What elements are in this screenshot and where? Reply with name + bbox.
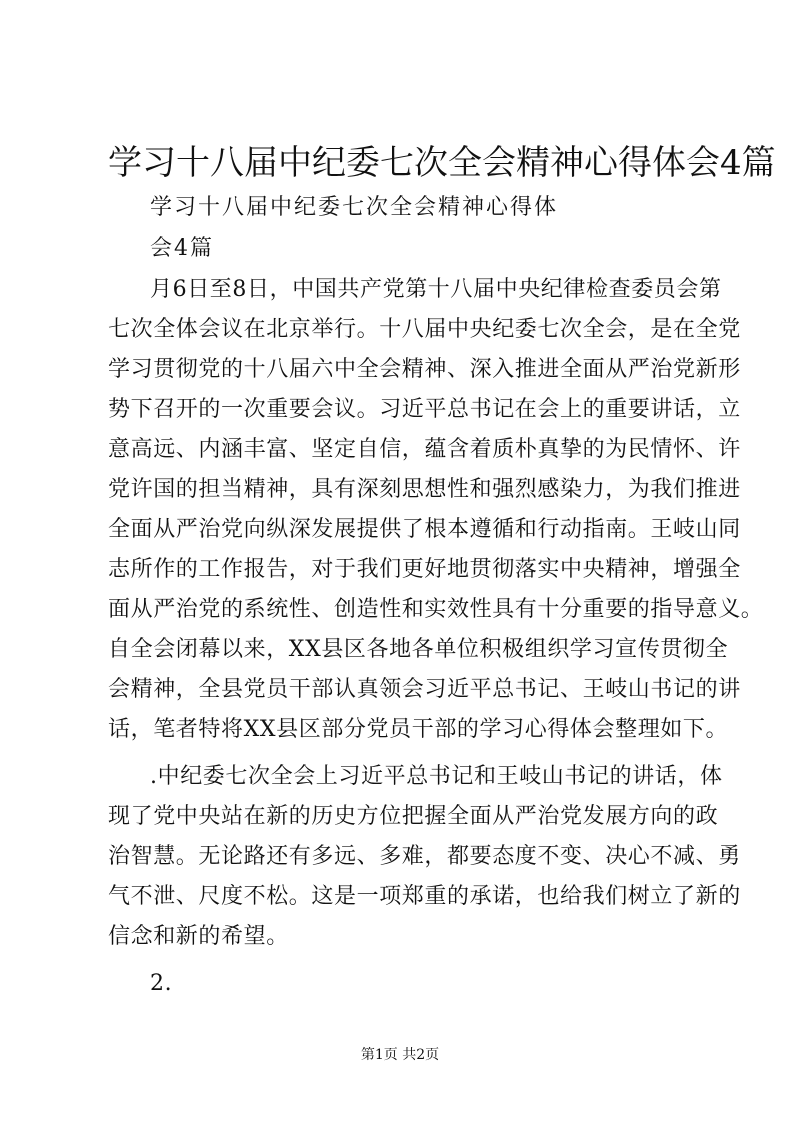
page-footer: 第1页 共2页 xyxy=(360,1047,440,1063)
paragraph-1-line: 学习贯彻党的十八届六中全会精神、深入推进全面从严治党新形 xyxy=(108,357,741,382)
paragraph-1-line: 会精神，全县党员干部认真领会习近平总书记、王岐山书记的讲 xyxy=(108,677,741,702)
paragraph-2-line: .中纪委七次全会上习近平总书记和王岐山书记的讲话，体 xyxy=(150,764,723,789)
paragraph-1-line: 话，笔者特将XX县区部分党员干部的学习心得体会整理如下。 xyxy=(108,717,729,742)
paragraph-1-line: 自全会闭幕以来，XX县区各地各单位积极组织学习宣传贯彻全 xyxy=(108,637,729,662)
subtitle-line-2: 会4篇 xyxy=(150,236,214,261)
paragraph-1-line: 全面从严治党向纵深发展提供了根本遵循和行动指南。王岐山同 xyxy=(108,517,741,542)
paragraph-2-line: 治智慧。无论路还有多远、多难，都要态度不变、决心不减、勇 xyxy=(108,844,741,869)
paragraph-2-line: 气不泄、尺度不松。这是一项郑重的承诺，也给我们树立了新的 xyxy=(108,884,741,909)
paragraph-1-line: 七次全体会议在北京举行。十八届中央纪委七次全会，是在全党 xyxy=(108,317,741,342)
paragraph-1-line: 党许国的担当精神，具有深刻思想性和强烈感染力，为我们推进 xyxy=(108,477,741,502)
paragraph-1-line: 面从严治党的系统性、创造性和实效性具有十分重要的指导意义。 xyxy=(108,597,764,622)
paragraph-1-line: 月6日至8日，中国共产党第十八届中央纪律检查委员会第 xyxy=(150,277,722,302)
subtitle-line-1: 学习十八届中纪委七次全会精神心得体 xyxy=(150,195,559,220)
paragraph-2-line: 现了党中央站在新的历史方位把握全面从严治党发展方向的政 xyxy=(108,804,719,829)
document-title: 学习十八届中纪委七次全会精神心得体会4篇 xyxy=(108,143,776,183)
paragraph-2-line: 信念和新的希望。 xyxy=(108,924,289,949)
paragraph-1-line: 意高远、内涵丰富、坚定自信，蕴含着质朴真挚的为民情怀、许 xyxy=(108,437,741,462)
paragraph-1-line: 志所作的工作报告，对于我们更好地贯彻落实中央精神，增强全 xyxy=(108,557,741,582)
paragraph-1-line: 势下召开的一次重要会议。习近平总书记在会上的重要讲话，立 xyxy=(108,397,741,422)
list-item-number: 2. xyxy=(150,971,173,996)
